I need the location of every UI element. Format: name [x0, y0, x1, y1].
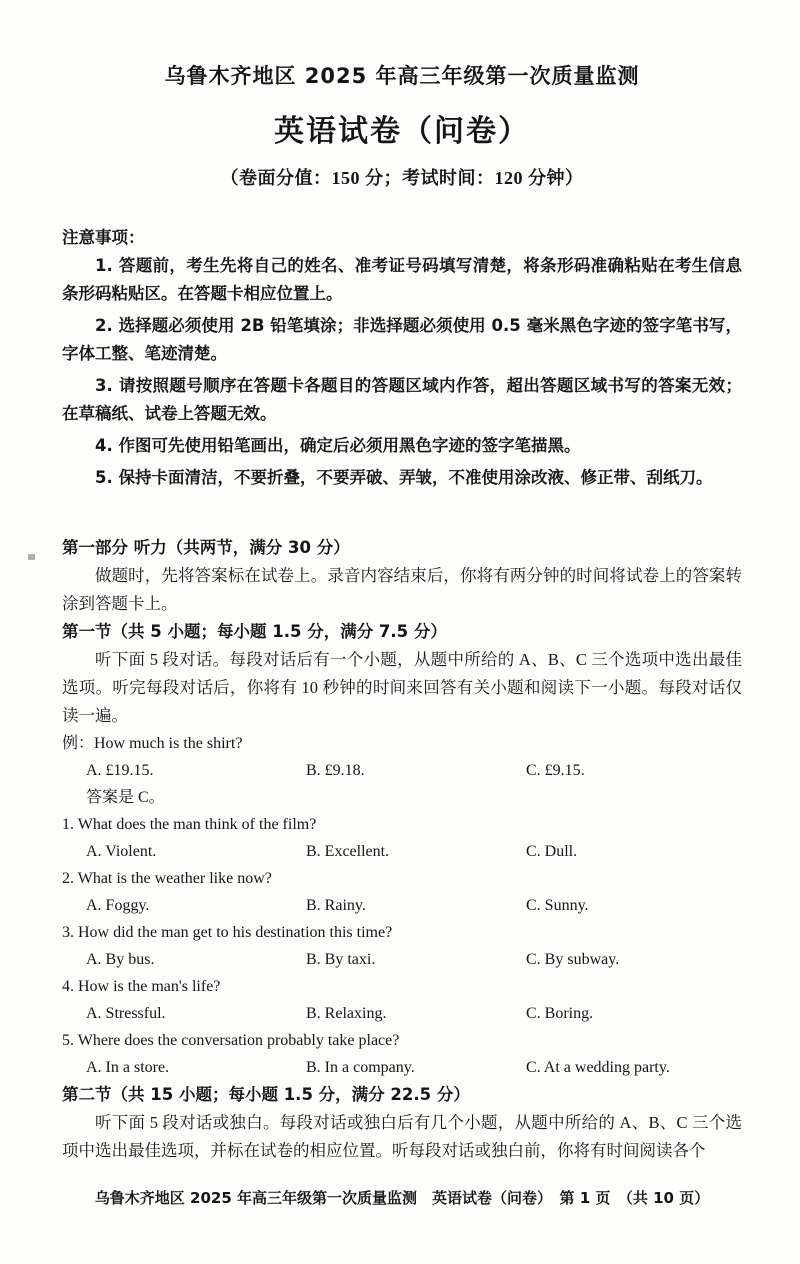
- example-option-a: A. £19.15.: [86, 762, 154, 779]
- section1-intro: 听下面 5 段对话。每段对话后有一个小题，从题中所给的 A、B、C 三个选项中选出最佳选项。听完每段对话后，你将有 10 秒钟的时间来回答有关小题和阅读下一小题。每段对话仅读一遍。: [62, 650, 742, 725]
- option-b: B. Excellent.: [306, 843, 390, 860]
- part1-heading: 第一部分 听力（共两节，满分 30 分）: [62, 538, 350, 557]
- option-b: B. Relaxing.: [306, 1005, 387, 1022]
- example-prompt: 例：How much is the shirt?: [62, 735, 243, 752]
- section2-intro: 听下面 5 段对话或独白。每段对话或独白后有几个小题，从题中所给的 A、B、C 三个选项中选出最佳选项，并标在试卷的相应位置。听每段对话或独白前，你将有时间阅读各个: [62, 1113, 742, 1160]
- scan-artifact-mark: [28, 554, 35, 560]
- option-a: A. Foggy.: [86, 897, 150, 914]
- options-row: [62, 892, 742, 919]
- question-1: [62, 811, 742, 865]
- question-text: 1. What does the man think of the film?: [62, 816, 317, 833]
- paper-title: 英语试卷（问卷）: [274, 114, 530, 149]
- note-item-2: 2. 选择题必须使用 2B 铅笔填涂；非选择题必须使用 0.5 毫米黑色字迹的签字笔书写，字体工整、笔迹清楚。: [62, 316, 742, 363]
- question-text: 5. Where does the conversation probably take place?: [62, 1032, 400, 1049]
- part1-intro: 做题时，先将答案标在试卷上。录音内容结束后，你将有两分钟的时间将试卷上的答案转涂到答题卡上。: [62, 566, 742, 613]
- note-item-4: 4. 作图可先使用铅笔画出，确定后必须用黑色字迹的签字笔描黑。: [95, 436, 581, 455]
- question-4: [62, 973, 742, 1027]
- options-row: [62, 1054, 742, 1081]
- question-5: [62, 1027, 742, 1081]
- option-b: B. By taxi.: [306, 951, 376, 968]
- page-footer: 乌鲁木齐地区 2025 年高三年级第一次质量监测 英语试卷（问卷） 第 1 页 （共 10 页）: [94, 1189, 710, 1207]
- options-row: [62, 838, 742, 865]
- question-text: 4. How is the man's life?: [62, 978, 221, 995]
- example-block: [62, 730, 742, 811]
- options-row: [62, 946, 742, 973]
- option-c: C. Sunny.: [526, 897, 589, 914]
- section2-heading: 第二节（共 15 小题；每小题 1.5 分，满分 22.5 分）: [62, 1085, 470, 1104]
- option-c: C. By subway.: [526, 951, 620, 968]
- score-time-line: （卷面分值：150 分；考试时间：120 分钟）: [220, 168, 584, 188]
- exam-title: 乌鲁木齐地区 2025 年高三年级第一次质量监测: [164, 64, 640, 88]
- option-a: A. By bus.: [86, 951, 155, 968]
- option-a: A. In a store.: [86, 1059, 170, 1076]
- example-option-c: C. £9.15.: [526, 762, 585, 779]
- note-item-3: 3. 请按照题号顺序在答题卡各题目的答题区域内作答，超出答题区域书写的答案无效；在草稿纸、试卷上答题无效。: [62, 376, 742, 423]
- notes-label: 注意事项：: [62, 228, 145, 247]
- option-b: B. In a company.: [306, 1059, 415, 1076]
- question-text: 3. How did the man get to his destination this time?: [62, 924, 393, 941]
- question-3: [62, 919, 742, 973]
- option-c: C. At a wedding party.: [526, 1059, 670, 1076]
- section1-heading: 第一节（共 5 小题；每小题 1.5 分，满分 7.5 分）: [62, 622, 447, 641]
- option-c: C. Boring.: [526, 1005, 594, 1022]
- note-item-5: 5. 保持卡面清洁，不要折叠，不要弄破、弄皱，不准使用涂改液、修正带、刮纸刀。: [95, 468, 713, 487]
- notes-section: [62, 224, 742, 492]
- options-row: [62, 1000, 742, 1027]
- example-answer: 答案是 C。: [86, 789, 165, 806]
- example-option-b: B. £9.18.: [306, 762, 365, 779]
- option-c: C. Dull.: [526, 843, 578, 860]
- note-item-1: 1. 答题前，考生先将自己的姓名、准考证号码填写清楚，将条形码准确粘贴在考生信息条形码粘贴区。在答题卡相应位置上。: [62, 256, 742, 303]
- option-a: A. Stressful.: [86, 1005, 166, 1022]
- option-b: B. Rainy.: [306, 897, 366, 914]
- question-2: [62, 865, 742, 919]
- option-a: A. Violent.: [86, 843, 157, 860]
- example-options-row: [62, 757, 742, 784]
- question-text: 2. What is the weather like now?: [62, 870, 272, 887]
